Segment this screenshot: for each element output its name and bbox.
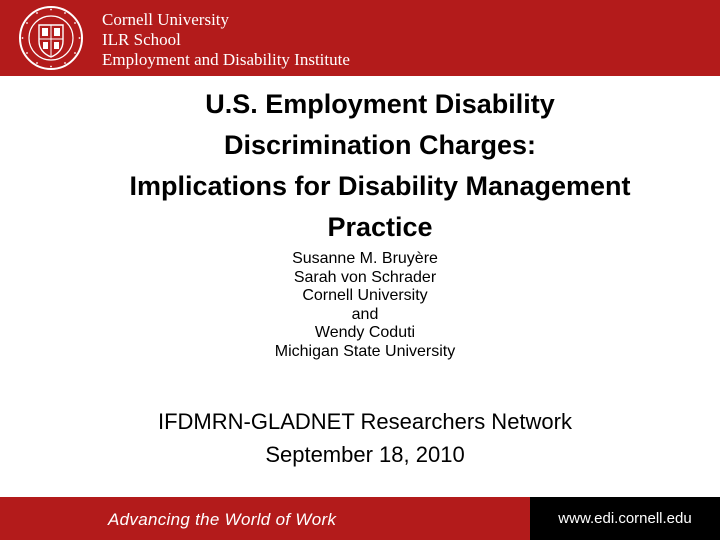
institution-line-institute: Employment and Disability Institute bbox=[102, 50, 350, 69]
institution-line-university: Cornell University bbox=[102, 10, 230, 29]
header-bar bbox=[0, 0, 720, 76]
title-line-4: Practice bbox=[327, 212, 433, 242]
cornell-seal-icon bbox=[18, 5, 84, 71]
author-conjunction: and bbox=[351, 305, 379, 323]
event-name: IFDMRN-GLADNET Researchers Network bbox=[157, 409, 572, 434]
title-line-3: Implications for Disability Management bbox=[129, 171, 631, 201]
author-2: Sarah von Schrader bbox=[293, 268, 437, 286]
footer-tagline: Advancing the World of Work bbox=[108, 510, 337, 529]
institution-line-school: ILR School bbox=[102, 30, 181, 49]
footer-url-box bbox=[530, 497, 720, 540]
title-line-2: Discrimination Charges: bbox=[223, 130, 537, 160]
event-block bbox=[72, 405, 658, 471]
title-line-1: U.S. Employment Disability bbox=[205, 89, 555, 119]
event-date: September 18, 2010 bbox=[265, 442, 465, 467]
footer-bar bbox=[0, 497, 720, 540]
author-1: Susanne M. Bruyère bbox=[292, 250, 438, 267]
affiliation-2: Michigan State University bbox=[274, 342, 456, 360]
institution-name bbox=[102, 10, 350, 70]
affiliation-1: Cornell University bbox=[302, 287, 428, 304]
author-block bbox=[215, 250, 515, 361]
slide-title bbox=[40, 84, 720, 248]
footer-url: www.edi.cornell.edu bbox=[558, 510, 692, 527]
author-3: Wendy Coduti bbox=[314, 324, 416, 341]
